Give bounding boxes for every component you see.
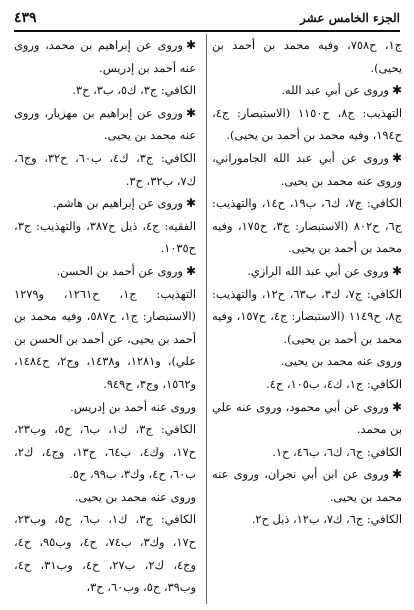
paragraph-text: الكافي: ج٣، ك٤، ب٦٠، ح٣٢، وج٦، ك٧، ب٣٢، ح٣. (14, 150, 197, 188)
asterisk-icon: ✱ (185, 38, 196, 52)
paragraph (212, 373, 402, 396)
left-column (14, 34, 196, 606)
paragraph-text: وروى عنه أحمد بن إدريس. (70, 399, 196, 414)
paragraph (212, 283, 402, 351)
paragraph (212, 441, 402, 464)
paragraph-text: الكافي: ج٣، ك٥، ب٣، ح٣. (72, 83, 196, 98)
page-header (14, 6, 400, 32)
paragraph (212, 79, 402, 102)
paragraph-text: الكافي: ج٧، ك٣، ب٦٣، ح١٢، والتهذيب: ج٨، ح١١٤٩ (الاستبصار: ج٤، ح١٥٧، وفيه محمد بن أحمد بن يحيى). (212, 286, 402, 346)
paragraph (212, 34, 402, 79)
paragraph-text: وروى عن إبراهيم بن مهزيار، وروى عنه محمد بن يحيى. (14, 105, 196, 143)
paragraph-text: وروى عن إبراهيم بن محمد، وروى عنه أحمد بن إدريس. (14, 38, 196, 75)
paragraph (14, 283, 196, 396)
paragraph (14, 260, 196, 283)
asterisk-icon: ✱ (391, 263, 402, 278)
paragraph-text: التهذيب: ج١، ح١٢٦١، و١٢٧٩ (الاستبصار: ج١، ح٥٨٧، وفيه محمد بن أحمد بن يحيى، عن أحمد بن الحسن بن علي)، و١٢٨١، و١٤٣٨، وج٢، ح١٤٨٤، و١٥٦٢، وج٣، ح٩٤٩. (14, 286, 196, 391)
asterisk-icon: ✱ (391, 467, 402, 482)
right-column (212, 34, 402, 606)
paragraph (14, 418, 196, 486)
paragraph (212, 192, 402, 260)
paragraph (212, 102, 402, 147)
paragraph (14, 102, 196, 147)
asterisk-icon: ✱ (185, 196, 196, 211)
paragraph (14, 508, 196, 598)
paragraph-text: وروى عن أبي عبد الله الرازي. (247, 263, 389, 278)
page-number: ٤٣٩ (14, 10, 37, 26)
paragraph (14, 34, 196, 79)
paragraph-text: وروى عنه محمد بن يحيى. (74, 489, 196, 504)
paragraph (212, 508, 402, 531)
asterisk-icon: ✱ (391, 399, 402, 414)
paragraph (212, 260, 402, 283)
paragraph-text: الكافي: ج٦، ك٧، ب١٢، ذيل ح٢. (251, 512, 402, 527)
paragraph-text: وروى عن أبي عبد الله الجاموراني، وروى عنه محمد بن يحيى. (212, 150, 402, 188)
paragraph (212, 147, 402, 192)
paragraph (212, 463, 402, 508)
paragraph (14, 79, 196, 102)
asterisk-icon: ✱ (391, 150, 402, 165)
asterisk-icon: ✱ (391, 83, 402, 98)
paragraph-text: الكافي: ج٣، ك١، ب٦، ح٥، وب٢٣، ح١٧، وك٤، ب٦٤، ح١٣، وج٤، ك٢، ب٦٠، ح٤، وك٣، ب٩٩، ح٥. (14, 422, 197, 482)
paragraph-text: وروى عن ابن أبي نجران، وروى عنه محمد بن يحيى. (212, 467, 402, 504)
paragraph-text: وروى عن إبراهيم بن هاشم. (52, 196, 183, 211)
paragraph-text: وروى عنه محمد بن يحيى. (280, 354, 402, 369)
asterisk-icon: ✱ (185, 105, 196, 120)
paragraph (14, 192, 196, 215)
paragraph (14, 486, 196, 509)
paragraph (212, 396, 402, 441)
paragraph-text: الفقيه: ج٤، ذيل ح٣٨٧، والتهذيب: ج٣، ح١٠٣٥. (14, 218, 197, 256)
paragraph (212, 350, 402, 373)
paragraph-text: وروى عن أحمد بن الحسن. (56, 263, 183, 278)
running-title: الجزء الخامس عشر (300, 11, 400, 25)
paragraph-text: الكافي: ج٧، ك٦، ب١٩، ح١٤، والتهذيب: ج٦، ح٨٠٢ (الاستبصار: ج٣، ح١٧٥، وفيه محمد بن أحمد بن يحيى. (212, 196, 402, 256)
paragraph-text: التهذيب: ج٨، ح١١٥٠ (الاستبصار: ج٤، ح١٩٤، وفيه محمد بن أحمد بن يحيى). (212, 105, 402, 143)
asterisk-icon: ✱ (185, 263, 196, 278)
paragraph (14, 215, 196, 260)
paragraph-text: الكافي: ج٦، ك٦، ب٤٦، ح١. (272, 444, 402, 459)
paragraph-text: الكافي: ج٣، ك١، ب٦، ح٥، وب٢٣، ح١٧، وك٣، ب٧٤، ح٤، وب٩٥، ح٤، وج٤، ك٢، ب٢٧، ح٤، وب٣١، ح٤، وب٣٩، ح٥، وب٦٠، ح٣، (14, 512, 197, 595)
paragraph-text: وروى عن أبي محمود، وروى عنه علي بن محمد. (212, 399, 402, 437)
paragraph (14, 147, 196, 192)
paragraph-text: الكافي: ج١، ك٤، ب١٠٥، ح٤. (266, 376, 402, 391)
paragraph-text: وروى عن أبي عبد الله. (281, 83, 389, 98)
paragraph (14, 396, 196, 419)
paragraph-text: ج۱، ح٧٥٨، وفيه محمد بن أحمد بن يحيى). (212, 38, 402, 75)
column-divider (206, 34, 207, 604)
